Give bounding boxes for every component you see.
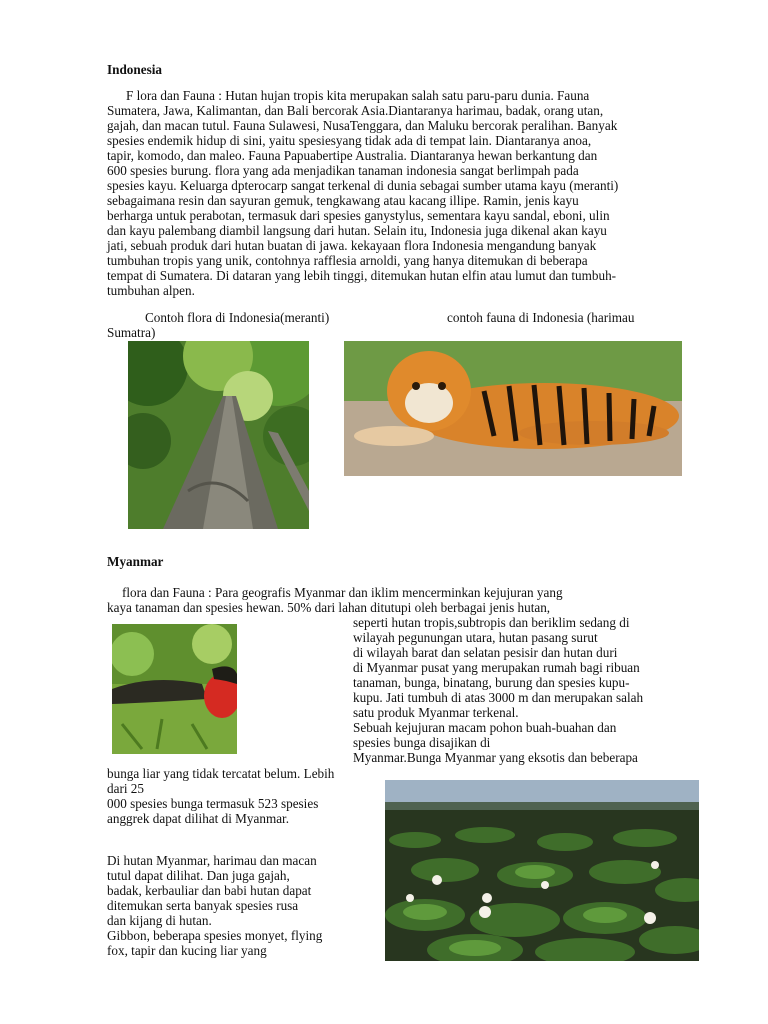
text-line: spesies bunga disajikan di	[353, 735, 491, 750]
text-line: Gibbon, beberapa spesies monyet, flying	[107, 928, 323, 943]
text-line: tutul dapat dilihat. Dan juga gajah,	[107, 868, 290, 883]
text-line: F lora dan Fauna : Hutan hujan tropis kita merupakan salah satu paru-paru dunia. Fauna	[126, 88, 590, 103]
frigatebird-image	[112, 624, 237, 754]
text-line: tapir, komodo, dan maleo. Fauna Papuabertipe Australia. Diantaranya hewan berkantung dan	[107, 148, 598, 163]
text-line: 600 spesies burung. flora yang ada menjadikan tanaman indonesia sangat berlimpah pada	[107, 163, 579, 178]
text-line: wilayah pegunungan utara, hutan pasang surut	[353, 630, 598, 645]
text-line: tempat di Sumatera. Di dataran yang lebih tinggi, ditemukan hutan elfin atau lumut dan tumbuh-	[107, 268, 617, 283]
text-line: satu produk Myanmar terkenal.	[353, 705, 519, 720]
text-line: seperti hutan tropis,subtropis dan beriklim sedang di	[353, 615, 630, 630]
text-line: dan kayu palembang diambil langsung dari hutan. Selain itu, Indonesia juga dikenal akan kayu	[107, 223, 607, 238]
text-line: Sebuah kejujuran macam pohon buah-buahan dan	[353, 720, 617, 735]
text-line: Sumatera, Jawa, Kalimantan, dan Bali bercorak Asia.Diantaranya harimau, badak, orang utan,	[107, 103, 604, 118]
caption-flora: Contoh flora di Indonesia(meranti)	[145, 310, 330, 325]
text-line: dan kijang di hutan.	[107, 913, 212, 928]
text-line: berharga untuk perabotan, termasuk dari spesies ganystylus, sementara kayu sandal, eboni, ulin	[107, 208, 610, 223]
text-line: badak, kerbauliar dan babi hutan dapat	[107, 883, 312, 898]
caption-fauna: contoh fauna di Indonesia (harimau	[447, 310, 635, 325]
text-line: Myanmar.Bunga Myanmar yang eksotis dan beberapa	[353, 750, 638, 765]
text-line: di Myanmar pusat yang merupakan rumah bagi ribuan	[353, 660, 640, 675]
caption-fauna-cont: Sumatra)	[107, 325, 156, 340]
text-line: fox, tapir dan kucing liar yang	[107, 943, 267, 958]
text-line: spesies kayu. Keluarga dpterocarp sangat terkenal di dunia sebagai sumber utama kayu (meranti)	[107, 178, 619, 193]
text-line: tumbuhan alpen.	[107, 283, 195, 298]
text-line: tanaman, bunga, binatang, burung dan spesies kupu-	[353, 675, 630, 690]
text-line: sebagaimana resin dan sayuran gemuk, tengkawang atau kacang illipe. Ramin, jenis kayu	[107, 193, 579, 208]
text-line: dari 25	[107, 781, 144, 796]
text-line: bunga liar yang tidak tercatat belum. Lebih	[107, 766, 335, 781]
text-line: kupu. Jati tumbuh di atas 3000 m dan merupakan salah	[353, 690, 644, 705]
text-line: flora dan Fauna : Para geografis Myanmar dan iklim mencerminkan kejujuran yang	[122, 585, 563, 600]
meranti-tree-image	[128, 341, 309, 529]
text-line: Di hutan Myanmar, harimau dan macan	[107, 853, 317, 868]
text-line: tumbuhan tropis yang unik, contohnya rafflesia arnoldi, yang hanya ditemukan di beberapa	[107, 253, 588, 268]
text-line: di wilayah barat dan selatan pesisir dan hutan duri	[353, 645, 618, 660]
text-line: spesies endemik hidup di sini, yaitu spesiesyang tidak ada di tempat lain. Diantaranya anoa,	[107, 133, 592, 148]
text-line: anggrek dapat dilihat di Myanmar.	[107, 811, 290, 826]
text-line: jati, sebuah produk dari hutan buatan di jawa. kekayaan flora Indonesia mengandung banyak	[107, 238, 597, 253]
heading-myanmar: Myanmar	[107, 554, 164, 569]
text-line: kaya tanaman dan spesies hewan. 50% dari lahan ditutupi oleh berbagai jenis hutan,	[107, 600, 551, 615]
sumatran-tiger-image	[344, 341, 682, 476]
heading-indonesia: Indonesia	[107, 62, 162, 77]
text-line: 000 spesies bunga termasuk 523 spesies	[107, 796, 319, 811]
text-line: gajah, dan macan tutul. Fauna Sulawesi, NusaTenggara, dan Maluku bercorak peralihan. Banyak	[107, 118, 618, 133]
text-line: ditemukan serta banyak spesies rusa	[107, 898, 299, 913]
water-lily-lake-image	[385, 780, 699, 961]
